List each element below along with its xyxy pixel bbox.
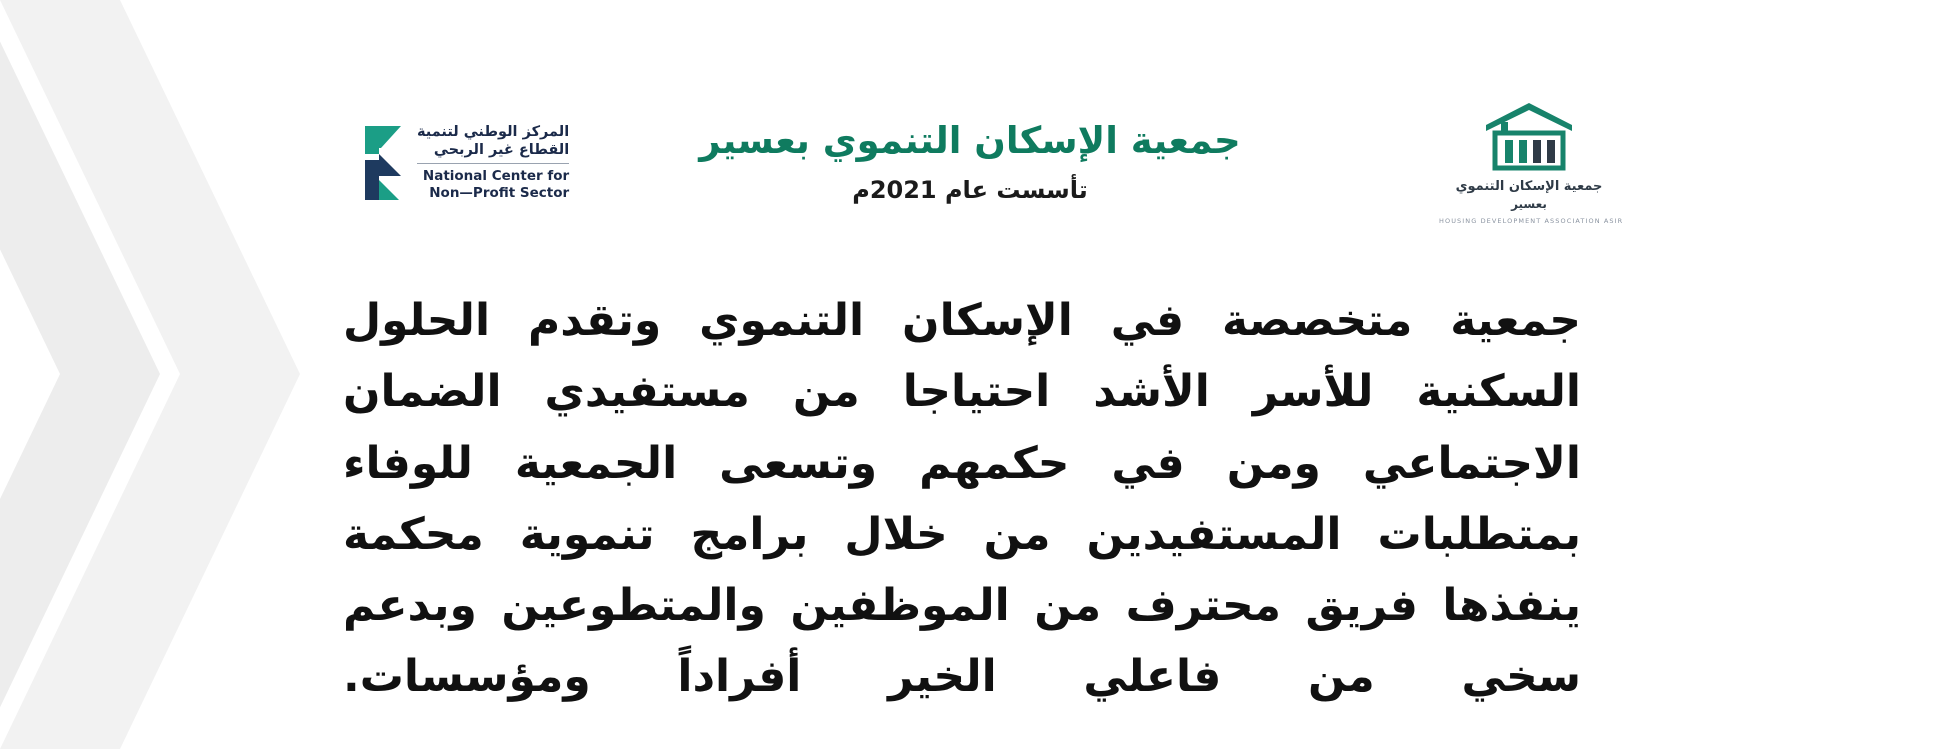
page-header xyxy=(0,0,1939,250)
housing-association-logo xyxy=(1439,100,1624,225)
nonprofit-logo-english-line1: National Center for xyxy=(422,168,570,185)
housing-logo-english: HOUSING DEVELOPMENT ASSOCIATION ASIR xyxy=(1439,216,1624,225)
nonprofit-logo-english-line2: Non—Profit Sector xyxy=(429,184,570,201)
page-title: جمعية الإسكان التنموي بعسير xyxy=(699,119,1241,162)
about-paragraph: جمعية متخصصة في الإسكان التنموي وتقدم الحلول السكنية للأسر الأشد احتياجا من مستفيدي الضمان الاجتماعي ومن في حكمهم وتسعى الجمعية للوفاء بمتطلبات المستفيدين من خلال برامج تنموية محكمة ينفذها فريق محترف من الموظفين والمتطوعين وبدعم سخي من فاعلي الخير أفراداً ومؤسسات. xyxy=(343,295,1581,703)
housing-logo-arabic-line1: جمعية الإسكان التنموي xyxy=(1455,179,1603,194)
nonprofit-center-mark-icon xyxy=(355,124,407,202)
nonprofit-logo-arabic-line1: المركز الوطني لتنمية xyxy=(417,123,570,140)
title-block xyxy=(640,118,1300,204)
housing-logo-arabic-line2: بعسير xyxy=(1511,196,1547,211)
nonprofit-logo-arabic-line2: القطاع غير الربحي xyxy=(433,141,570,158)
page-subtitle: تأسست عام 2021م xyxy=(852,176,1088,205)
national-center-nonprofit-logo xyxy=(355,110,585,215)
house-wordmark-icon xyxy=(1481,100,1577,172)
nonprofit-logo-divider xyxy=(417,163,569,164)
